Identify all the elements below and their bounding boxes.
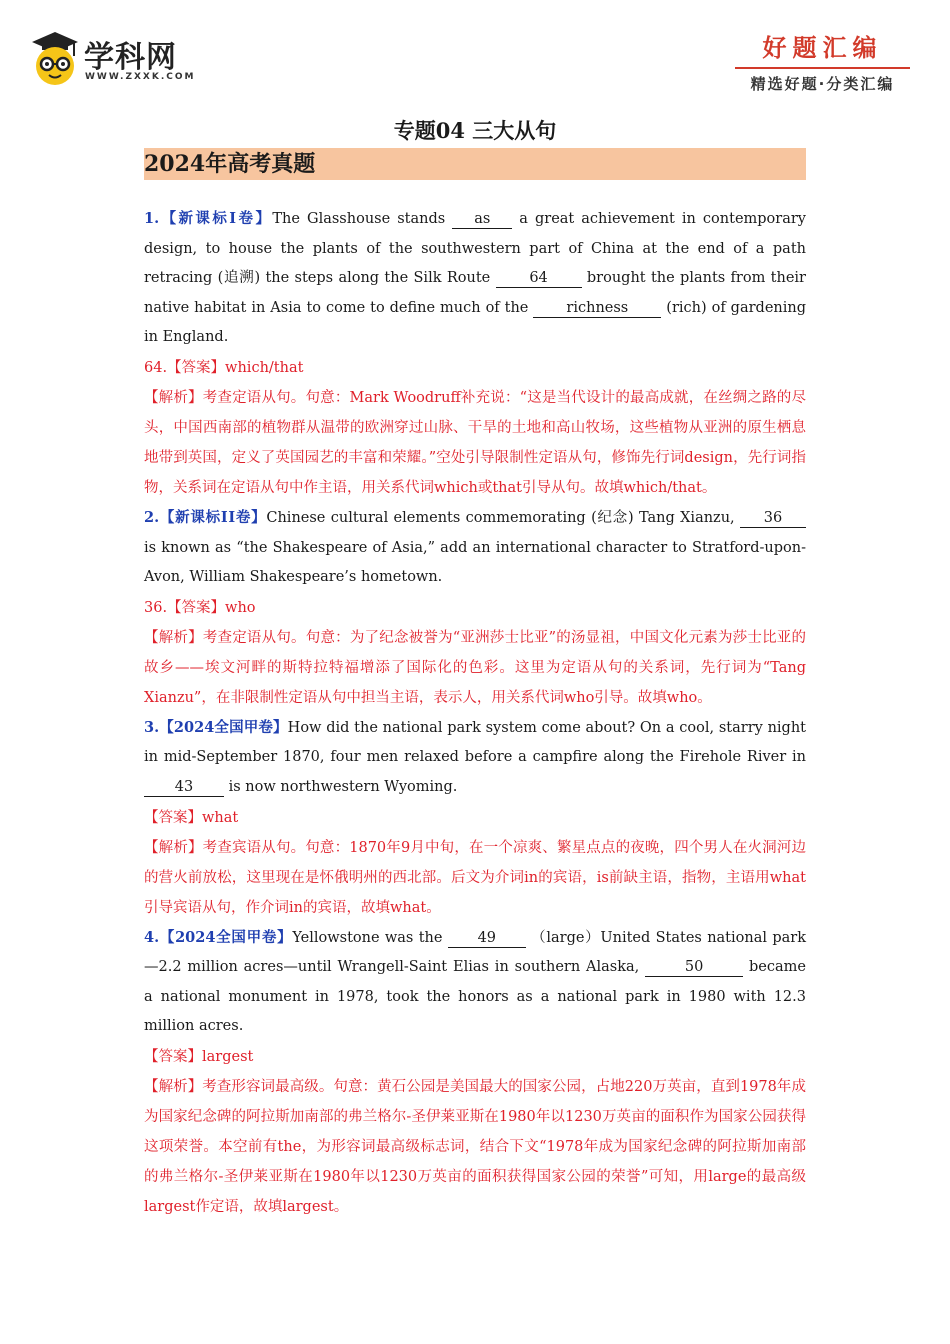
- question-text: is now northwestern Wyoming.: [224, 778, 458, 795]
- answer-blank: richness: [533, 299, 661, 318]
- answer-line: 64.【答案】which/that: [144, 359, 304, 376]
- question-3: [144, 713, 806, 803]
- analysis-paragraph: 【解析】考查定语从句。句意：为了纪念被誉为“亚洲莎士比亚”的汤显祖，中国文化元素为莎士比亚的故乡——埃文河畔的斯特拉特福增添了国际化的色彩。这里为定语从句的关系词，先行词为“Tang Xianzu”，在非限制性定语从句中担当主语，表示人，用关系代词who引导。故填who。: [144, 629, 806, 706]
- question-text: became a national monument in 1978, took the honors as a national park in 1980 with 12.3 million acres.: [144, 959, 806, 1035]
- answer-line: 【答案】what: [144, 809, 239, 826]
- question-text: (rich) of gardening in England.: [144, 299, 806, 346]
- brand-title: 好题汇编: [762, 34, 883, 62]
- question-number: 1.: [144, 210, 160, 227]
- mascot-icon: [30, 30, 80, 88]
- question-4: [144, 923, 806, 1042]
- question-text: The Glasshouse stands: [272, 211, 453, 227]
- analysis-paragraph: 【解析】考查宾语从句。句意：1870年9月中旬，在一个凉爽、繁星点点的夜晚，四个男人在火洞河边的营火前放松，这里现在是怀俄明州的西北部。后文为介词in的宾语，is前缺主语，指物，主语用what引导宾语从句，作介词in的宾语，故填what。: [144, 839, 806, 916]
- question-text: （large）United States national park—2.2 million acres—until Wrangell-Saint Elias in southern Alaska,: [144, 929, 806, 976]
- question-number: 4.: [144, 928, 160, 946]
- question-source: 【2024全国甲卷】: [159, 928, 293, 946]
- question-number: 3.: [144, 718, 160, 736]
- question-text: How did the national park system come about? On a cool, starry night in mid-September 1870, four men relaxed before a campfire along the Firehole River in: [144, 719, 806, 766]
- analysis-paragraph: 【解析】考查形容词最高级。句意：黄石公园是美国最大的国家公园，占地220万英亩，直到1978年成为国家纪念碑的阿拉斯加南部的弗兰格尔-圣伊莱亚斯在1980年以1230万英亩的面积作为国家公园获得这项荣誉。本空前有the，为形容词最高级标志词，结合下文“1978年成为国家纪念碑的阿拉斯加南部的弗兰格尔-圣伊莱亚斯在1980年以1230万英亩的面积获得国家公园的荣誉”可知，用large的最高级largest作定语，故填largest。: [144, 1078, 806, 1215]
- question-text: a great achievement in contemporary design, to house the plants of the southwestern part of China at the end of a path retracing (追溯) the steps along the Silk Route: [144, 211, 806, 287]
- question-source: 【2024全国甲卷】: [159, 718, 288, 736]
- question-text: Chinese cultural elements commemorating (纪念) Tang Xianzu,: [266, 509, 740, 526]
- answer-blank: 49: [448, 929, 526, 948]
- section-heading: 2024年高考真题: [144, 148, 806, 180]
- question-source: 【新课标ⅠⅠ卷】: [159, 508, 267, 526]
- question-source: 【新课标Ⅰ卷】: [159, 210, 273, 227]
- question-text: is known as “the Shakespeare of Asia,” add an international character to Stratford-upon-Avon, William Shakespeare’s hometown.: [144, 539, 806, 586]
- question-text: brought the plants from their native habitat in Asia to come to define much of the: [144, 270, 806, 316]
- logo-text: 学科网: [84, 40, 177, 75]
- logo-url: WWW.ZXXK.COM: [85, 72, 196, 82]
- question-text: Yellowstone was the: [292, 929, 448, 946]
- answer-blank: 36: [740, 509, 806, 528]
- document-body: [144, 112, 806, 1222]
- answer-blank: 43: [144, 778, 224, 797]
- question-2: [144, 503, 806, 593]
- answer-line: 【答案】largest: [144, 1048, 254, 1065]
- page-title: 专题04 三大从句: [393, 118, 557, 143]
- brand-divider: [735, 67, 910, 69]
- analysis-paragraph: 【解析】考查定语从句。句意：Mark Woodruff补充说：“这是当代设计的最高成就，在丝绸之路的尽头，中国西南部的植物群从温带的欧洲穿过山脉、干旱的土地和高山牧场，这些植物从亚洲的原生栖息地带到英国，定义了英国园艺的丰富和荣耀。”空处引导限制性定语从句，修饰先行词design，先行词指物，关系词在定语从句中作主语，用关系代词which或that引导从句。故填which/that。: [144, 389, 806, 496]
- brand-subtitle: 精选好题·分类汇编: [750, 75, 895, 93]
- brand-block: [735, 28, 910, 94]
- question-number: 2.: [144, 508, 160, 526]
- answer-blank: 64: [496, 269, 582, 288]
- page-header: [0, 0, 950, 112]
- answer-blank: 50: [645, 958, 743, 977]
- answer-line: 36.【答案】who: [144, 599, 256, 616]
- answer-blank: as: [452, 210, 512, 229]
- question-1: [144, 204, 806, 353]
